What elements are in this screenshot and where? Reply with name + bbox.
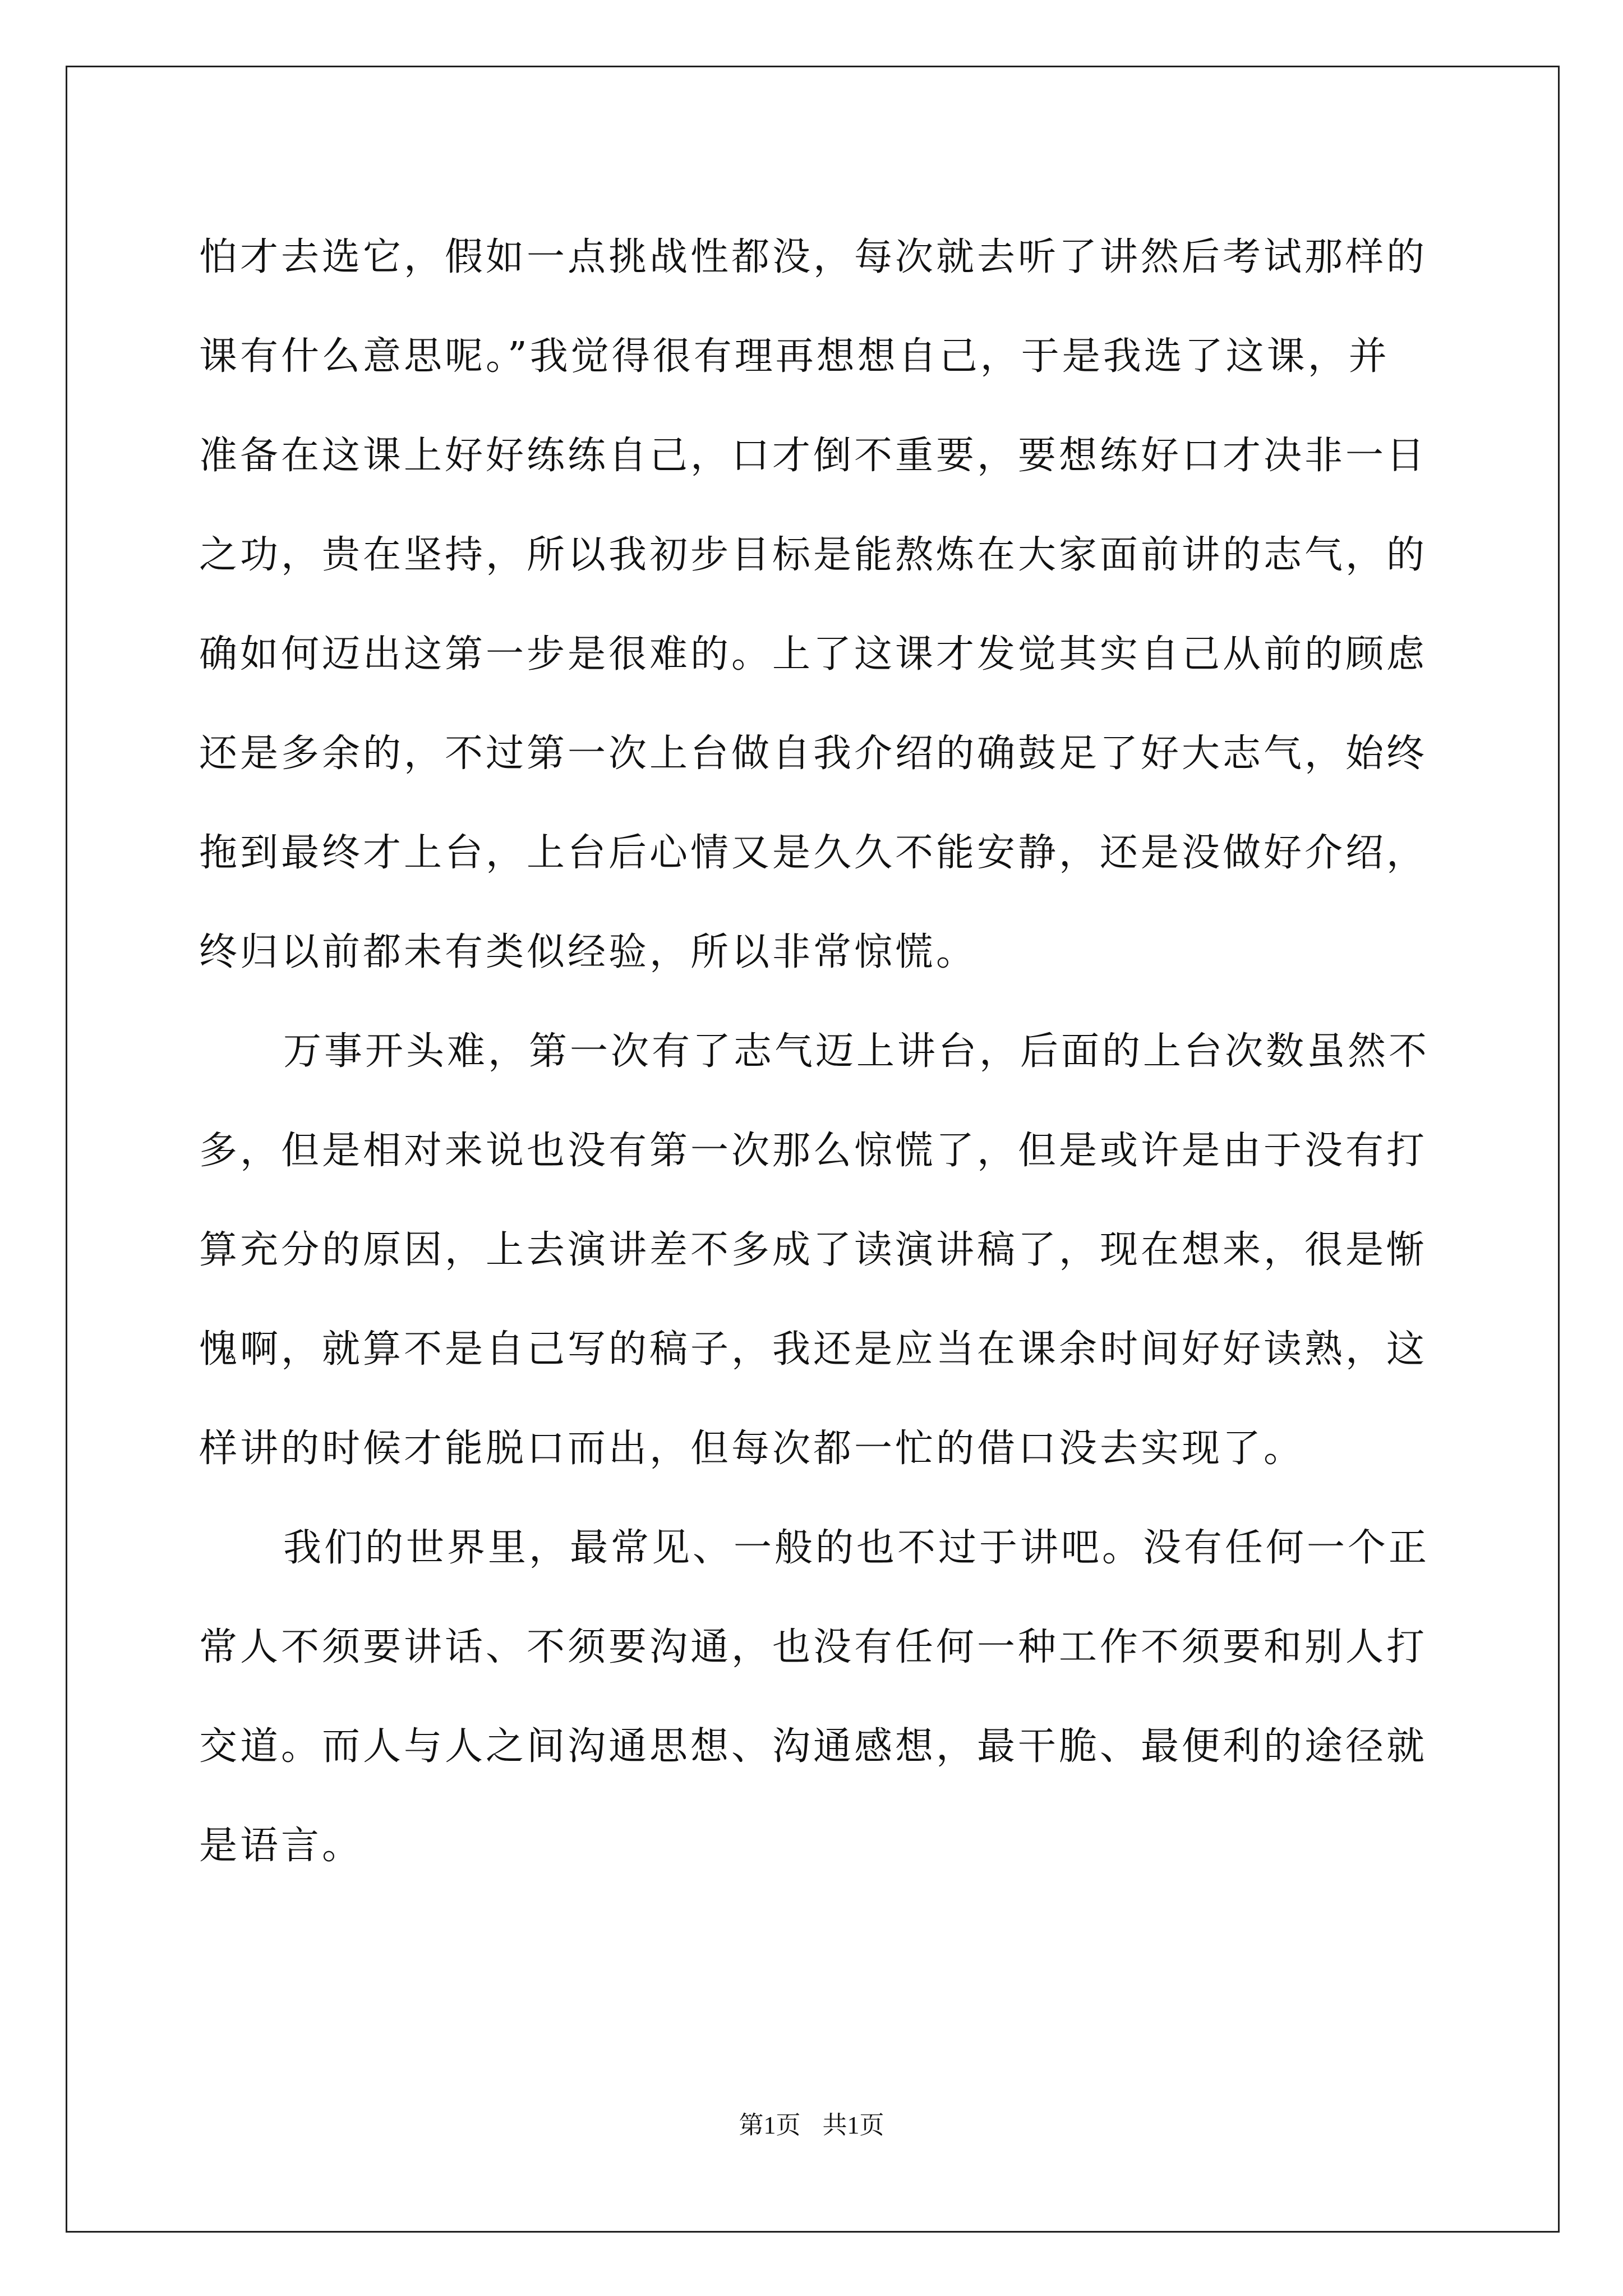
text-line: 样讲的时候才能脱口而出，但每次都一忙的借口没去实现了。: [199, 1427, 1305, 1471]
text-line: 愧啊，就算不是自己写的稿子，我还是应当在课余时间好好读熟，这: [199, 1327, 1428, 1372]
page-total: 共1页: [822, 2111, 884, 2139]
text-line: 拖到最终才上台，上台后心情又是久久不能安静，还是没做好介绍，: [199, 831, 1428, 875]
text-line: 准备在这课上好好练练自己，口才倒不重要，要想练好口才决非一日: [199, 434, 1428, 478]
text-line: 终归以前都未有类似经验，所以非常惊慌。: [199, 930, 978, 974]
paragraph-first-line: 我们的世界里，最常见、一般的也不过于讲吧。没有任何一个正: [283, 1526, 1430, 1570]
page-footer: [0, 2105, 1623, 2141]
text-line: 算充分的原因，上去演讲差不多成了读演讲稿了，现在想来，很是惭: [199, 1228, 1428, 1272]
text-line: 多，但是相对来说也没有第一次那么惊慌了，但是或许是由于没有打: [199, 1129, 1428, 1173]
paragraph-first-line: 万事开头难，第一次有了志气迈上讲台，后面的上台次数虽然不: [283, 1029, 1430, 1074]
text-line: 课有什么意思呢。”我觉得很有理再想想自己，于是我选了这课，并: [199, 334, 1390, 379]
text-line: 怕才去选它，假如一点挑战性都没，每次就去听了讲然后考试那样的: [199, 235, 1428, 279]
text-line: 常人不须要讲话、不须要沟通，也没有任何一种工作不须要和别人打: [199, 1625, 1428, 1669]
page-number: 第1页: [739, 2111, 801, 2139]
text-line: 是语言。: [199, 1824, 363, 1868]
text-line: 交道。而人与人之间沟通思想、沟通感想，最干脆、最便利的途径就: [199, 1724, 1428, 1769]
text-line: 确如何迈出这第一步是很难的。上了这课才发觉其实自己从前的顾虑: [199, 632, 1428, 677]
text-line: 还是多余的，不过第一次上台做自我介绍的确鼓足了好大志气，始终: [199, 731, 1428, 776]
document-body: [199, 208, 1433, 1895]
text-line: 之功，贵在坚持，所以我初步目标是能熬炼在大家面前讲的志气，的: [199, 533, 1428, 577]
